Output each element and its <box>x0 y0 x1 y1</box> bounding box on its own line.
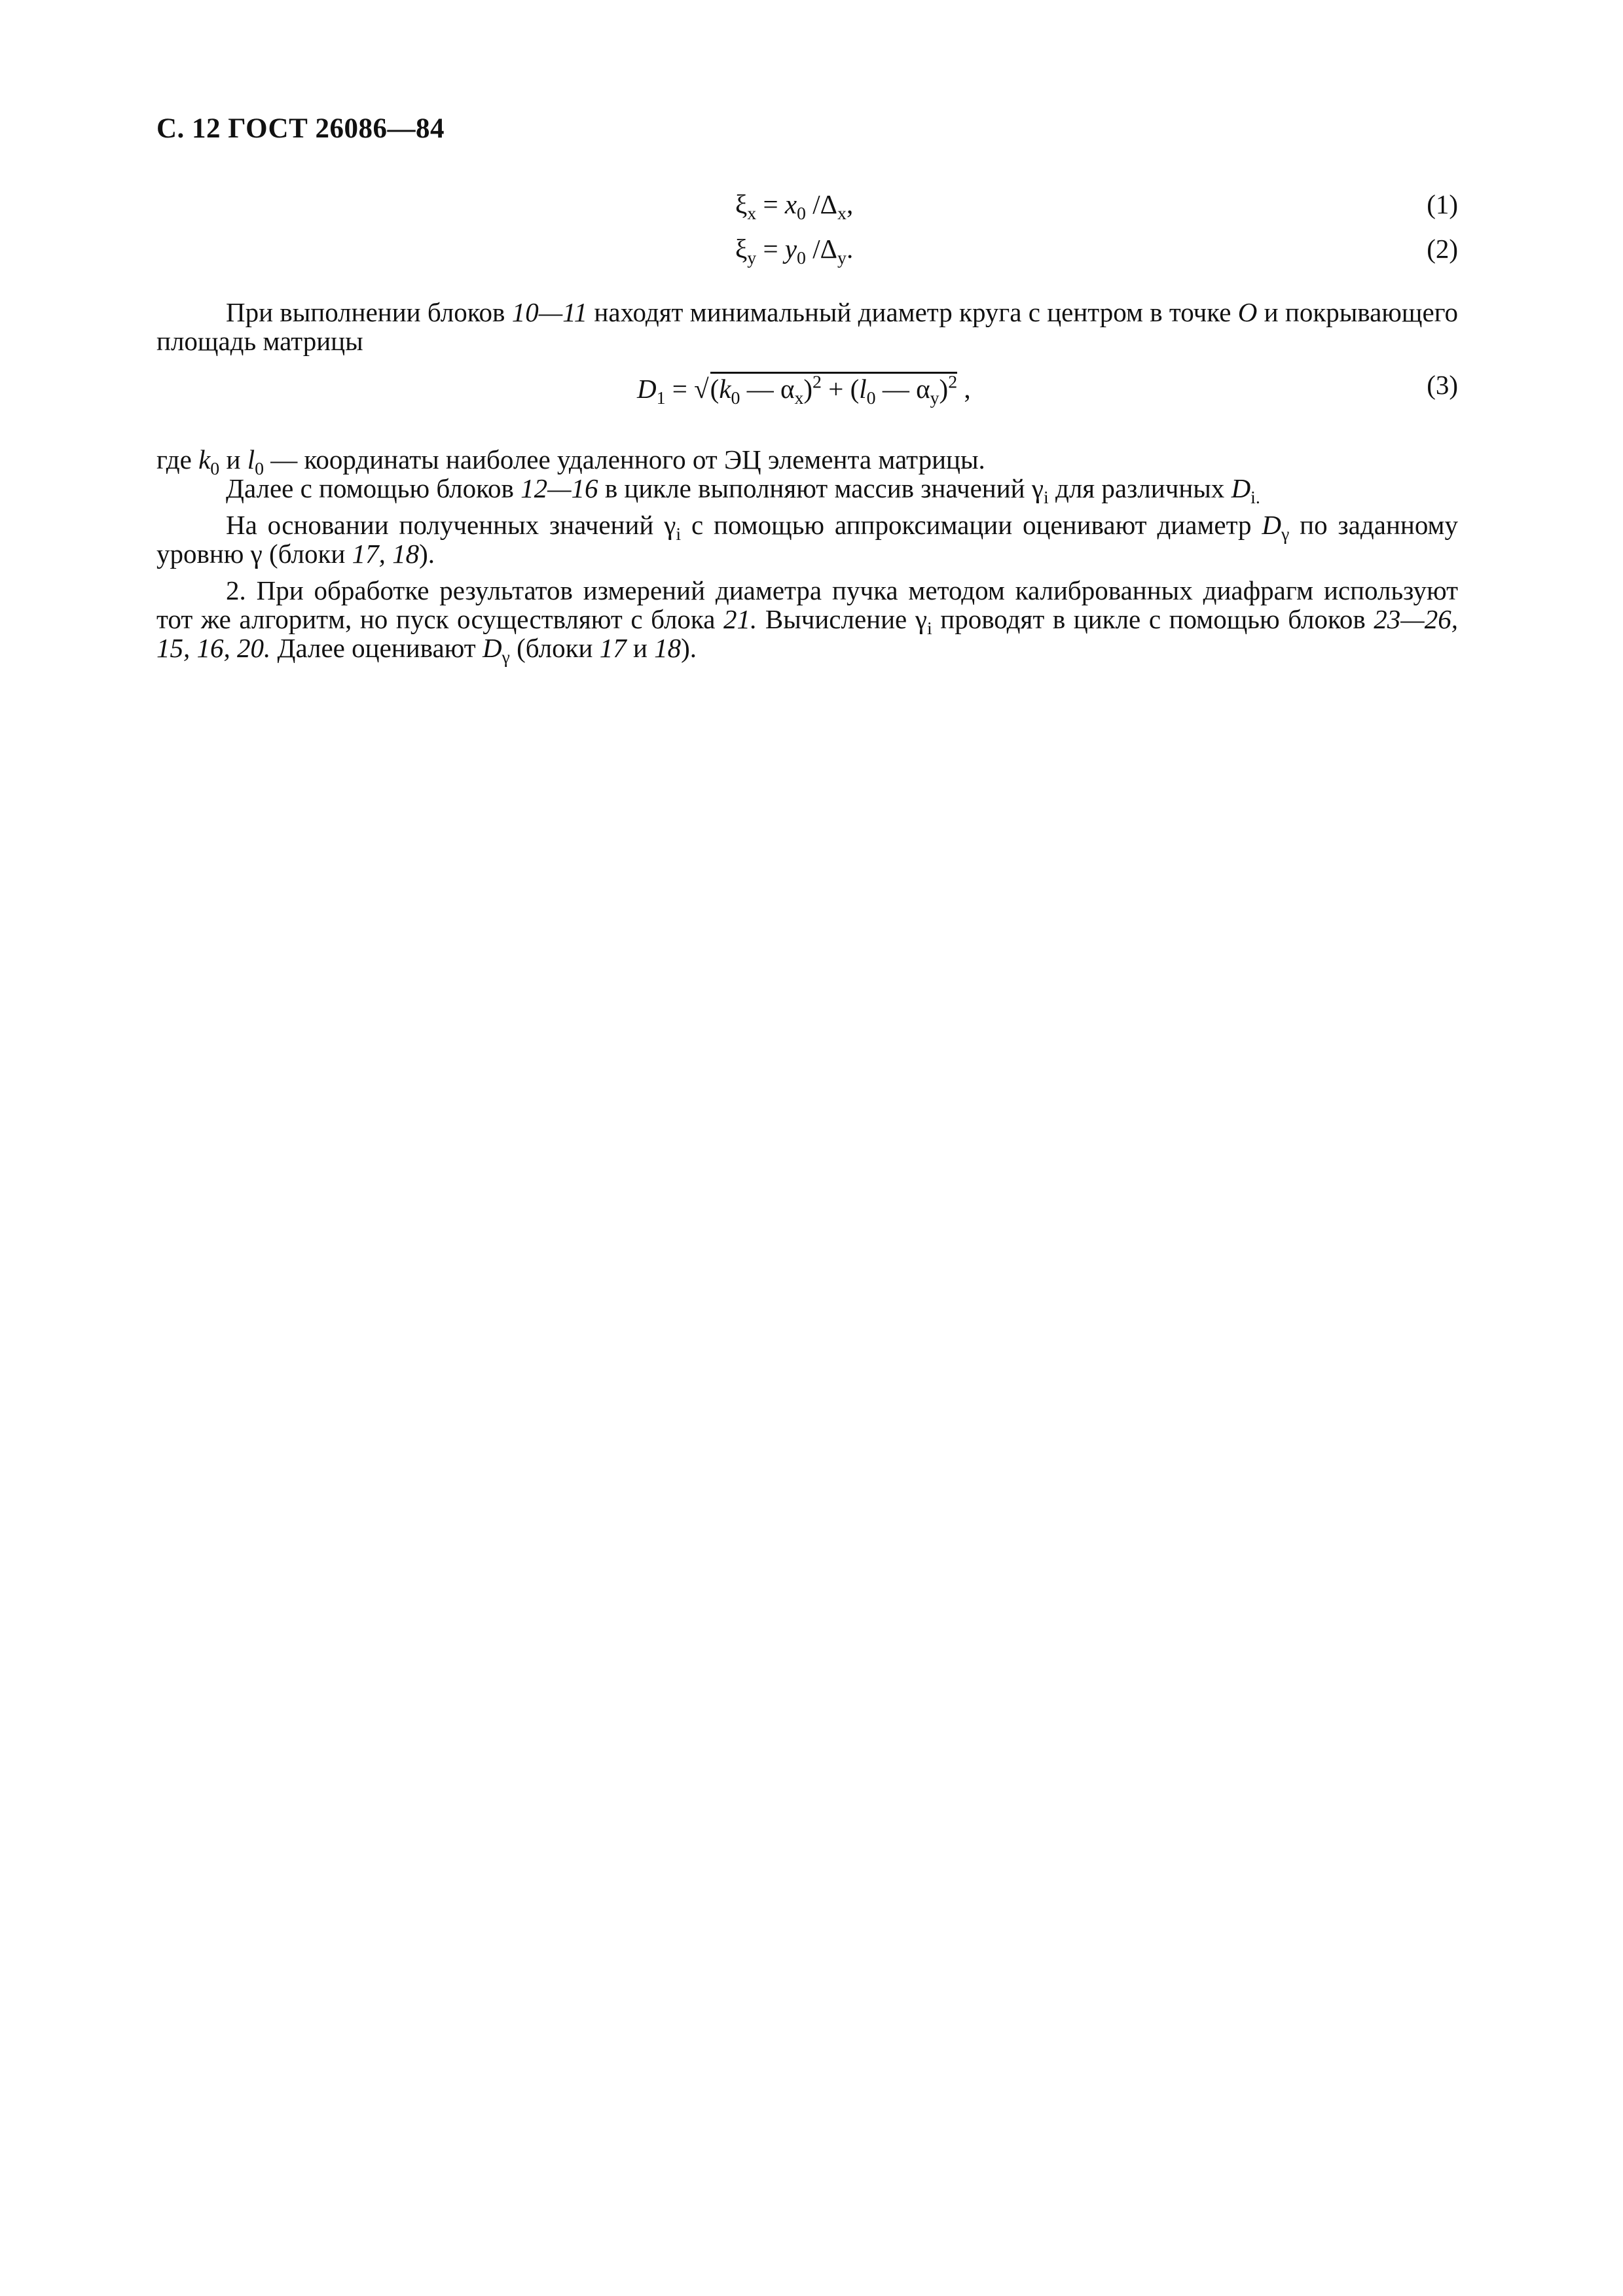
paragraph-1-text-e: и покрывающего площадь матрицы <box>156 297 1459 356</box>
formula-3-radicand: ($k_0$ — $\alpha_x)^2 + (l_0$ — $\alpha_y)^2$ <box>710 372 958 408</box>
formula-3-l: l <box>859 374 867 404</box>
paragraph-3 <box>156 473 1458 508</box>
paragraph-3-d: D <box>1231 473 1251 503</box>
formula-1-lhs: ξ <box>735 189 748 219</box>
paragraph-3-text-d: для различных <box>1048 473 1231 503</box>
paragraph-5-gamma-sub: i <box>926 618 932 639</box>
paragraph-3-text-c: в цикле выполняют массив значений γ <box>598 473 1044 503</box>
paragraph-1 <box>156 298 1458 355</box>
paragraph-4-text-a: На основании полученных значений γ <box>226 510 676 540</box>
paragraph-4-gamma-sub: i <box>676 524 682 545</box>
paragraph-2 <box>156 444 1458 479</box>
paragraph-5-block-21: 21. <box>723 604 757 634</box>
paragraph-5-text-j: и <box>626 633 655 663</box>
paragraph-3-blocks: 12—16 <box>520 473 598 503</box>
paragraph-2-l: l <box>247 444 255 475</box>
formula-3-tail: , <box>957 374 971 404</box>
paragraph-3-d-sub: i. <box>1250 487 1260 508</box>
formula-2-var: y <box>784 234 797 264</box>
paragraph-5-text-c: Вычисление γ <box>757 604 927 634</box>
formula-1-tail: , <box>846 189 854 219</box>
paragraph-5 <box>156 575 1459 668</box>
formula-3-pow-1: 2 <box>812 372 822 393</box>
formula-3-lhs: D <box>637 374 657 404</box>
paragraph-1-blocks: 10—11 <box>511 297 588 327</box>
paragraph-5-blocks: 23—26, 15, 16, 20. <box>156 604 1459 663</box>
paragraph-2-l-sub: 0 <box>255 458 264 479</box>
formula-3-eq: = √ <box>665 374 709 404</box>
paragraph-5-d: D <box>482 633 502 663</box>
formula-2-div-sub: y <box>837 247 847 268</box>
paragraph-5-text-l: ). <box>681 633 697 663</box>
paragraph-5-d-sub: γ <box>501 647 510 668</box>
paragraph-1-text-c: находят минимальный диаметр круга с центром в точке <box>587 297 1238 327</box>
formula-3-k: k <box>719 374 731 404</box>
paragraph-4-blocks: 17, 18 <box>352 539 420 569</box>
formula-2-var-sub: 0 <box>797 247 806 268</box>
formula-3-pow-2: 2 <box>948 372 958 393</box>
formula-2-lhs-sub: y <box>747 247 757 268</box>
paragraph-5-text-a: 2. При обработке результатов измерений диаметра пучка методом калиброванных диафрагм используют тот же алгоритм, но пуск осуществляют с блока <box>156 575 1458 634</box>
paragraph-4-d: D <box>1262 510 1281 540</box>
paragraph-1-point: О <box>1237 297 1258 327</box>
formula-1-lhs-sub: x <box>747 203 757 224</box>
formula-3-lhs-sub: 1 <box>656 387 666 408</box>
formula-3-plus: + ( <box>821 374 860 404</box>
paragraph-4-text-f: ). <box>419 539 435 569</box>
paragraph-3-text-a: Далее с помощью блоков <box>226 473 521 503</box>
paragraph-4-d-sub: γ <box>1281 524 1290 545</box>
formula-1-div: /Δ <box>805 189 837 219</box>
formula-3-minus-2: — α <box>875 374 930 404</box>
paragraph-3-gamma-sub: i <box>1043 487 1049 508</box>
paragraph-4-text-d: по заданному уровню γ (блоки <box>156 510 1458 569</box>
paragraph-1-text-a: При выполнении блоков <box>226 297 512 327</box>
formula-2-number: (2) <box>1427 234 1458 264</box>
formula-3 <box>637 372 971 408</box>
paragraph-5-text-f: Далее оценивают <box>270 633 483 663</box>
formula-3-number: (3) <box>1427 370 1458 400</box>
page-header: С. 12 ГОСТ 26086—84 <box>156 113 445 144</box>
paragraph-5-block-18: 18 <box>654 633 682 663</box>
formula-3-minus-1: — α <box>740 374 795 404</box>
formula-1-var-sub: 0 <box>797 203 806 224</box>
paragraph-2-text-a: где <box>156 444 199 475</box>
formula-2-tail: . <box>846 234 854 264</box>
formula-3-k-sub: 0 <box>731 387 740 408</box>
formula-1-number: (1) <box>1427 189 1458 219</box>
formula-3-alpha-x-sub: x <box>794 387 804 408</box>
paragraph-2-k: k <box>198 444 211 475</box>
formula-2-lhs: ξ <box>735 234 748 264</box>
paragraph-5-text-d: проводят в цикле с помощью блоков <box>932 604 1374 634</box>
formula-3-l-sub: 0 <box>866 387 876 408</box>
formula-2-div: /Δ <box>805 234 837 264</box>
paragraph-2-text-c: — координаты наиболее удаленного от ЭЦ элемента матрицы. <box>264 444 985 475</box>
paragraph-5-text-h: (блоки <box>509 633 600 663</box>
paragraph-2-text-b: и <box>219 444 247 475</box>
formula-3-alpha-y-sub: y <box>930 387 939 408</box>
formula-1-eq: = <box>756 189 785 219</box>
formula-2 <box>735 234 854 268</box>
paragraph-2-k-sub: 0 <box>210 458 220 479</box>
formula-1 <box>735 189 854 224</box>
formula-1-div-sub: x <box>837 203 847 224</box>
paragraph-4 <box>156 511 1458 568</box>
formula-1-var: x <box>784 189 797 219</box>
paragraph-4-text-b: с помощью аппроксимации оценивают диаметр <box>681 510 1262 540</box>
paragraph-5-block-17: 17 <box>599 633 627 663</box>
formula-2-eq: = <box>756 234 785 264</box>
